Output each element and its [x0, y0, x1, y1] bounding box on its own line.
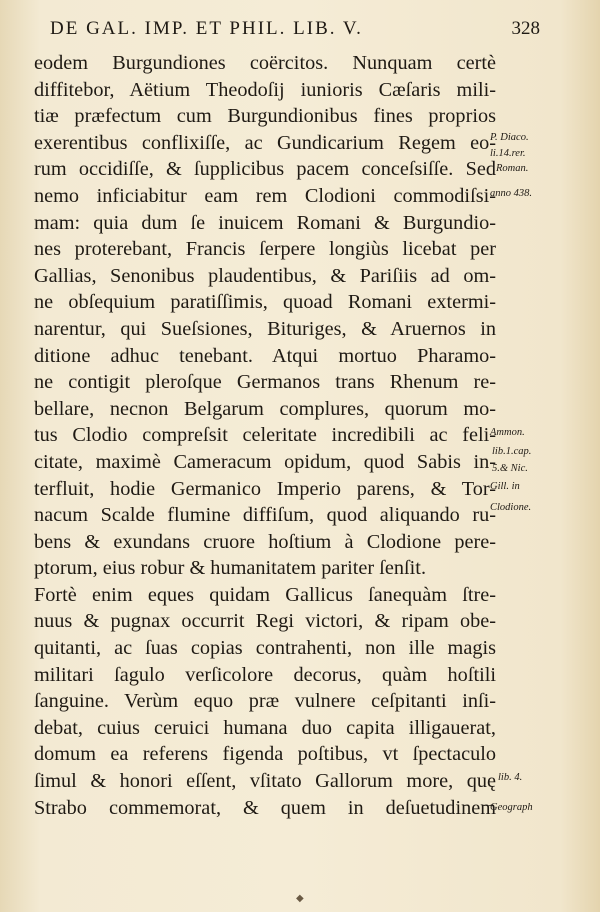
text-line: ptorum, eius robur & humanitatem pariter ſenſit. [34, 557, 427, 580]
margin-note: Roman. [496, 163, 529, 174]
margin-note: Ammon. [490, 427, 525, 438]
margin-note: P. Diaco. [490, 132, 529, 143]
margin-note: anno 438. [490, 188, 532, 199]
margin-note: Clodione. [490, 502, 532, 513]
text-line: militari ſagulo verſicolore decorus, quàm hoſtili [34, 663, 496, 686]
body-text [34, 50, 496, 821]
text-line: nemo inficiabitur eam rem Clodioni commodiſsi- [34, 184, 496, 207]
page-number: 328 [511, 18, 540, 39]
margin-note: li.14.rer. [490, 148, 526, 159]
running-head-title: DE GAL. IMP. ET PHIL. LIB. V. [50, 18, 363, 39]
text-line: quitanti, ac ſuas copias contrahenti, non ille magis [34, 637, 496, 660]
text-line: rum occidiſſe, & ſupplicibus pacem conceſsiſſe. Sed [34, 158, 496, 181]
text-line: tus Clodio compreſsit celeritate incredibili ac feli- [34, 424, 496, 447]
text-line: ne obſequium paratiſſimis, quoad Romani extermi- [34, 291, 496, 314]
margin-note: Geograph [490, 802, 533, 813]
text-line: ſimul & honori eſſent, vſitato Gallorum more, quę [34, 770, 496, 793]
text-line: citate, maximè Cameracum opidum, quod Sabis in- [34, 450, 496, 473]
margin-note: lib. 4. [498, 772, 523, 783]
text-line: nuus & pugnax occurrit Regi victori, & ripam obe- [34, 610, 496, 633]
text-line: nes proterebant, Francis ſerpere longiùs licebat per [34, 238, 496, 261]
text-line: domum ea referens figenda poſtibus, vt ſpectaculo [34, 743, 496, 766]
text-line: Strabo commemorat, & quem in deſuetudinem [34, 796, 496, 819]
text-line: diffitebor, Aëtium Theodoſij iunioris Cæſaris mili- [34, 78, 496, 101]
text-line: bens & exundans cruore hoſtium à Clodione pere- [34, 530, 496, 553]
text-line: eodem Burgundiones coërcitos. Nunquam certè [34, 52, 496, 74]
running-head [46, 18, 546, 46]
signature-mark: ◆ [296, 893, 304, 904]
text-line: ditione adhuc tenebant. Atqui mortuo Pharamo- [34, 344, 496, 367]
text-line: narentur, qui Sueſsiones, Bituriges, & Aruernos in [34, 317, 496, 340]
text-line: ne contigit pleroſque Germanos trans Rhenum re- [34, 371, 496, 394]
text-line: bellare, necnon Belgarum complures, quorum mo- [34, 397, 496, 420]
margin-note: lib.1.cap. [492, 446, 532, 457]
text-line: terfluit, hodie Germanico Imperio parens, & Tor- [34, 477, 496, 500]
text-line: nacum Scalde flumine diffiſum, quod aliquando ru- [34, 504, 496, 527]
text-line: Fortè enim eques quidam Gallicus ſanequàm ſtre- [34, 583, 496, 606]
margin-note: Gill. in [490, 481, 520, 492]
text-line: mam: quia dum ſe inuicem Romani & Burgundio- [34, 211, 496, 234]
text-line: ſanguine. Verùm equo præ vulnere ceſpitanti inſi- [34, 690, 496, 713]
text-line: debat, cuius ceruici humana duo capita illigauerat, [34, 716, 496, 739]
text-line: tiæ præfectum cum Burgundionibus fines proprios [34, 105, 496, 128]
text-line: exerentibus conflixiſſe, ac Gundicarium Regem eo- [34, 131, 496, 154]
text-line: Gallias, Senonibus plaudentibus, & Pariſiis ad om- [34, 264, 496, 287]
margin-note: 5.& Nic. [492, 463, 528, 474]
